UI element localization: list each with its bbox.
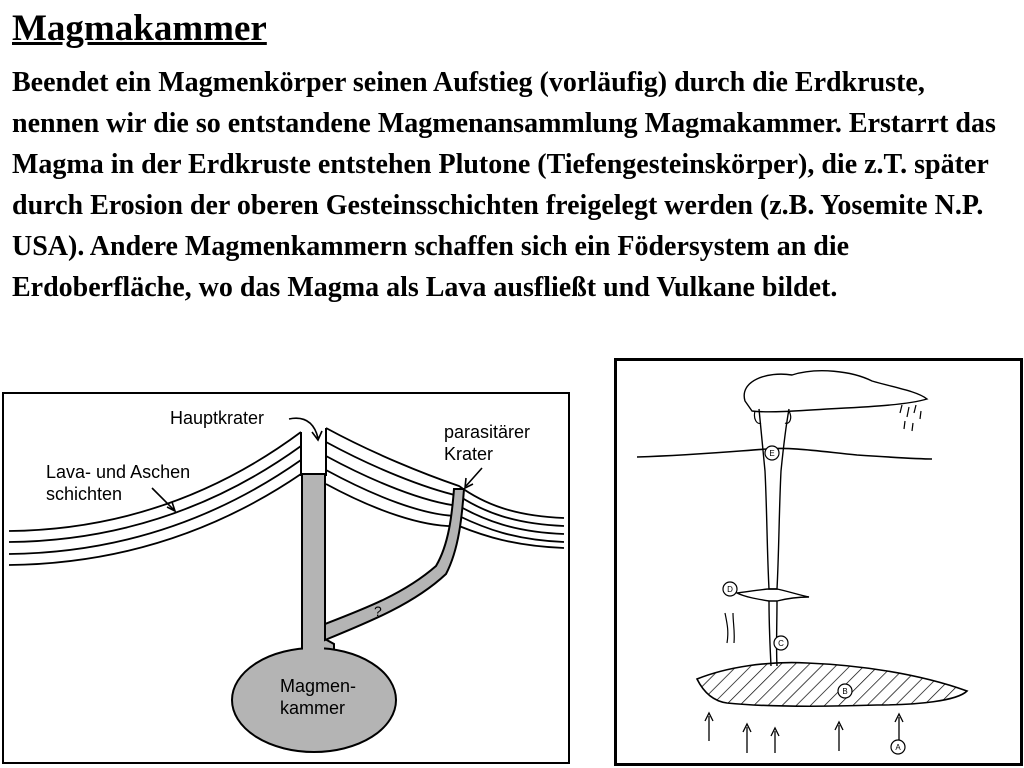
sill: [737, 589, 809, 601]
marker-b: [838, 684, 852, 698]
svg-text:D: D: [727, 585, 733, 594]
question-mark-label: ?: [374, 603, 382, 619]
svg-text:E: E: [769, 449, 775, 458]
upward-arrows: [705, 713, 903, 753]
layers-label-line1: Lava- und Aschen: [46, 462, 191, 482]
ground-surface: [637, 448, 932, 459]
page-title: Magmakammer: [12, 8, 267, 49]
svg-text:C: C: [778, 639, 784, 648]
marker-c: [774, 636, 788, 650]
eruption-column: [759, 409, 789, 589]
ash-fall-marks: [900, 405, 921, 431]
magma-chamber-label-line1: Magmen-: [280, 676, 357, 696]
eruption-cloud: [744, 371, 927, 412]
pluton-plume-diagram: [614, 358, 1023, 766]
svg-text:B: B: [842, 687, 848, 696]
feeder-dike: [769, 601, 777, 666]
volcano-cross-section-diagram: [2, 392, 570, 764]
side-conduit: [325, 489, 464, 640]
body-paragraph: Beendet ein Magmenkörper seinen Aufstieg (vorläufig) durch die Erdkruste, nennen wir die so entstandene Magmenansammlung Magmakammer. Erstarrt das Magma in der Erdkruste entstehen Plutone (Tiefengesteinskörper), die z.T. später durch Erosion der oberen Gesteinsschichten freigelegt werden (z.B. Yosemite N.P. USA). Andere Magmenkammern schaffen sich ein Födersystem an die Erdoberfläche, wo das Magma als Lava ausfließt und Vulkane bildet.: [12, 67, 996, 303]
main-crater-label: Hauptkrater: [170, 408, 265, 428]
marker-e: [765, 446, 779, 460]
parasitic-pointer: [465, 468, 482, 488]
layers-label-line2: schichten: [46, 484, 123, 504]
svg-text:A: A: [895, 743, 901, 752]
parasitic-crater-label-line1: parasitärer: [444, 422, 531, 442]
pluton-body: [697, 663, 967, 707]
marker-d: [723, 582, 737, 596]
parasitic-crater-label-line2: Krater: [444, 444, 494, 464]
marker-a: [891, 740, 905, 754]
magma-chamber-label-line2: kammer: [280, 698, 346, 718]
